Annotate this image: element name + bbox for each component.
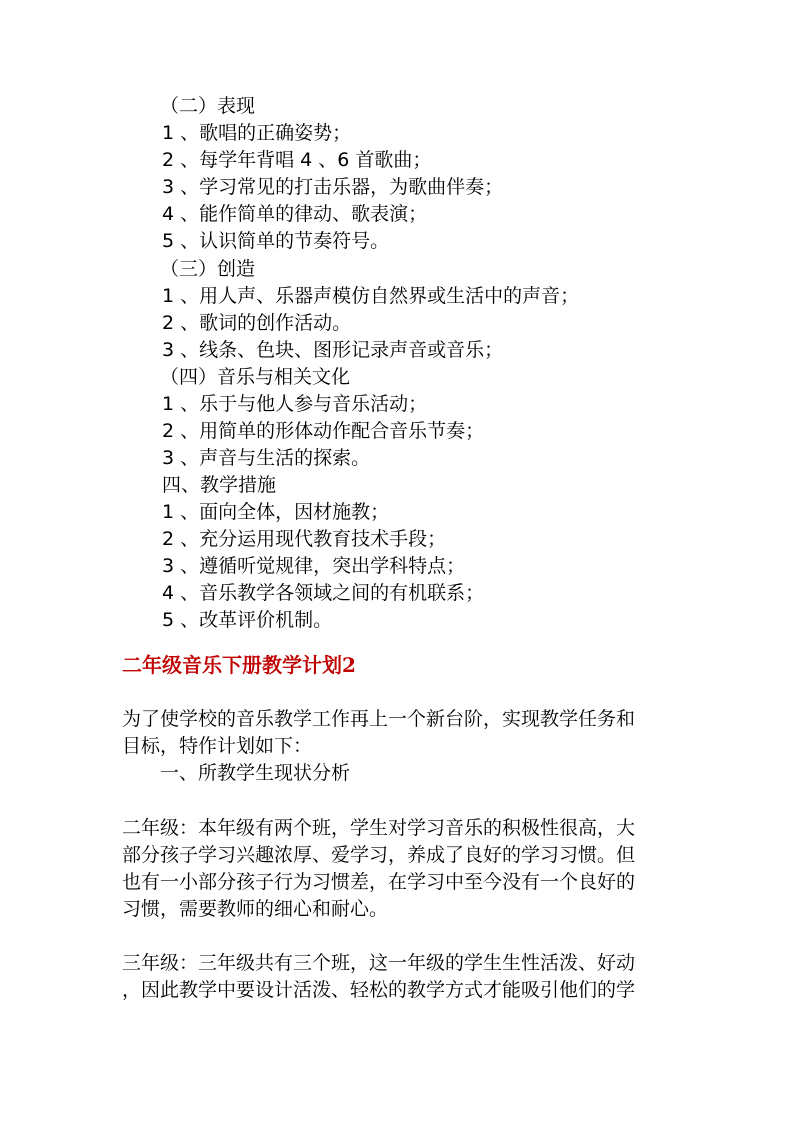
- list-line: 2 、充分运用现代教育技术手段；: [162, 528, 447, 550]
- list-line: 3 、声音与生活的探索。: [162, 447, 371, 469]
- list-line: （二）表现: [160, 95, 256, 117]
- list-line: 1 、面向全体，因材施教；: [162, 501, 390, 523]
- list-line: （三）创造: [160, 258, 256, 280]
- intro-paragraph: [122, 706, 682, 760]
- paragraph-line: 目标，特作计划如下：: [122, 735, 313, 757]
- list-line: （四）音乐与相关文化: [160, 366, 351, 388]
- list-line: 4 、音乐教学各领域之间的有机联系；: [162, 582, 485, 604]
- paragraph-line: 三年级：三年级共有三个班，这一年级的学生生性活泼、好动: [122, 952, 636, 974]
- subheading: 一、所教学生现状分析: [160, 762, 351, 784]
- list-line: 3 、遵循听觉规律，突出学科特点；: [162, 555, 466, 577]
- paragraph-line: ，因此教学中要设计活泼、轻松的教学方式才能吸引他们的学: [122, 979, 636, 1001]
- list-line: 2 、用简单的形体动作配合音乐节奏；: [162, 420, 485, 442]
- paragraph-line: 部分孩子学习兴趣浓厚、爱学习，养成了良好的学习习惯。但: [122, 844, 636, 866]
- paragraph-line: 为了使学校的音乐教学工作再上一个新台阶，实现教学任务和: [122, 708, 636, 730]
- list-line: 5 、认识简单的节奏符号。: [162, 230, 390, 252]
- list-line: 4 、能作简单的律动、歌表演；: [162, 203, 428, 225]
- paragraph-line: 习惯，需要教师的细心和耐心。: [122, 898, 389, 920]
- list-line: 四、教学措施: [162, 474, 277, 496]
- list-line: 3 、线条、色块、图形记录声音或音乐；: [162, 339, 504, 361]
- list-line: 1 、乐于与他人参与音乐活动；: [162, 393, 428, 415]
- list-line: 2 、每学年背唱 4 、6 首歌曲；: [162, 149, 432, 171]
- grade3-paragraph: [122, 950, 682, 1004]
- list-line: 5 、改革评价机制。: [162, 609, 333, 631]
- section-title: 二年级音乐下册教学计划2: [122, 653, 356, 677]
- paragraph-line: 二年级：本年级有两个班，学生对学习音乐的积极性很高，大: [122, 817, 636, 839]
- grade2-paragraph: [122, 815, 682, 923]
- list-line: 3 、学习常见的打击乐器，为歌曲伴奏；: [162, 176, 504, 198]
- list-line: 1 、歌唱的正确姿势；: [162, 122, 352, 144]
- list-line: 2 、歌词的创作活动。: [162, 312, 352, 334]
- paragraph-line: 也有一小部分孩子行为习惯差，在学习中至今没有一个良好的: [122, 871, 636, 893]
- list-line: 1 、用人声、乐器声模仿自然界或生活中的声音；: [162, 285, 580, 307]
